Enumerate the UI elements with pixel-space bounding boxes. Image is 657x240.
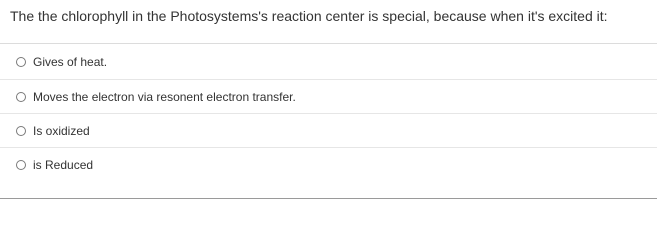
- answer-option-label: Is oxidized: [33, 123, 90, 138]
- radio-button-icon[interactable]: [16, 160, 26, 170]
- answer-option-label: Moves the electron via resonent electron transfer.: [33, 89, 296, 104]
- divider-bottom: [0, 198, 657, 199]
- answer-option-label: is Reduced: [33, 158, 94, 172]
- answer-option-3[interactable]: [0, 114, 657, 148]
- answer-option-4[interactable]: [0, 148, 657, 182]
- answer-options: [0, 44, 657, 182]
- answer-option-2[interactable]: [0, 80, 657, 114]
- answer-option-label: Gives of heat.: [33, 54, 108, 69]
- question-text: The the chlorophyll in the Photosystems's reaction center is special, because when it's excited it:: [10, 8, 608, 24]
- radio-button-icon[interactable]: [16, 92, 26, 102]
- radio-button-icon[interactable]: [16, 57, 26, 67]
- answer-option-1[interactable]: [0, 44, 657, 80]
- radio-button-icon[interactable]: [16, 126, 26, 136]
